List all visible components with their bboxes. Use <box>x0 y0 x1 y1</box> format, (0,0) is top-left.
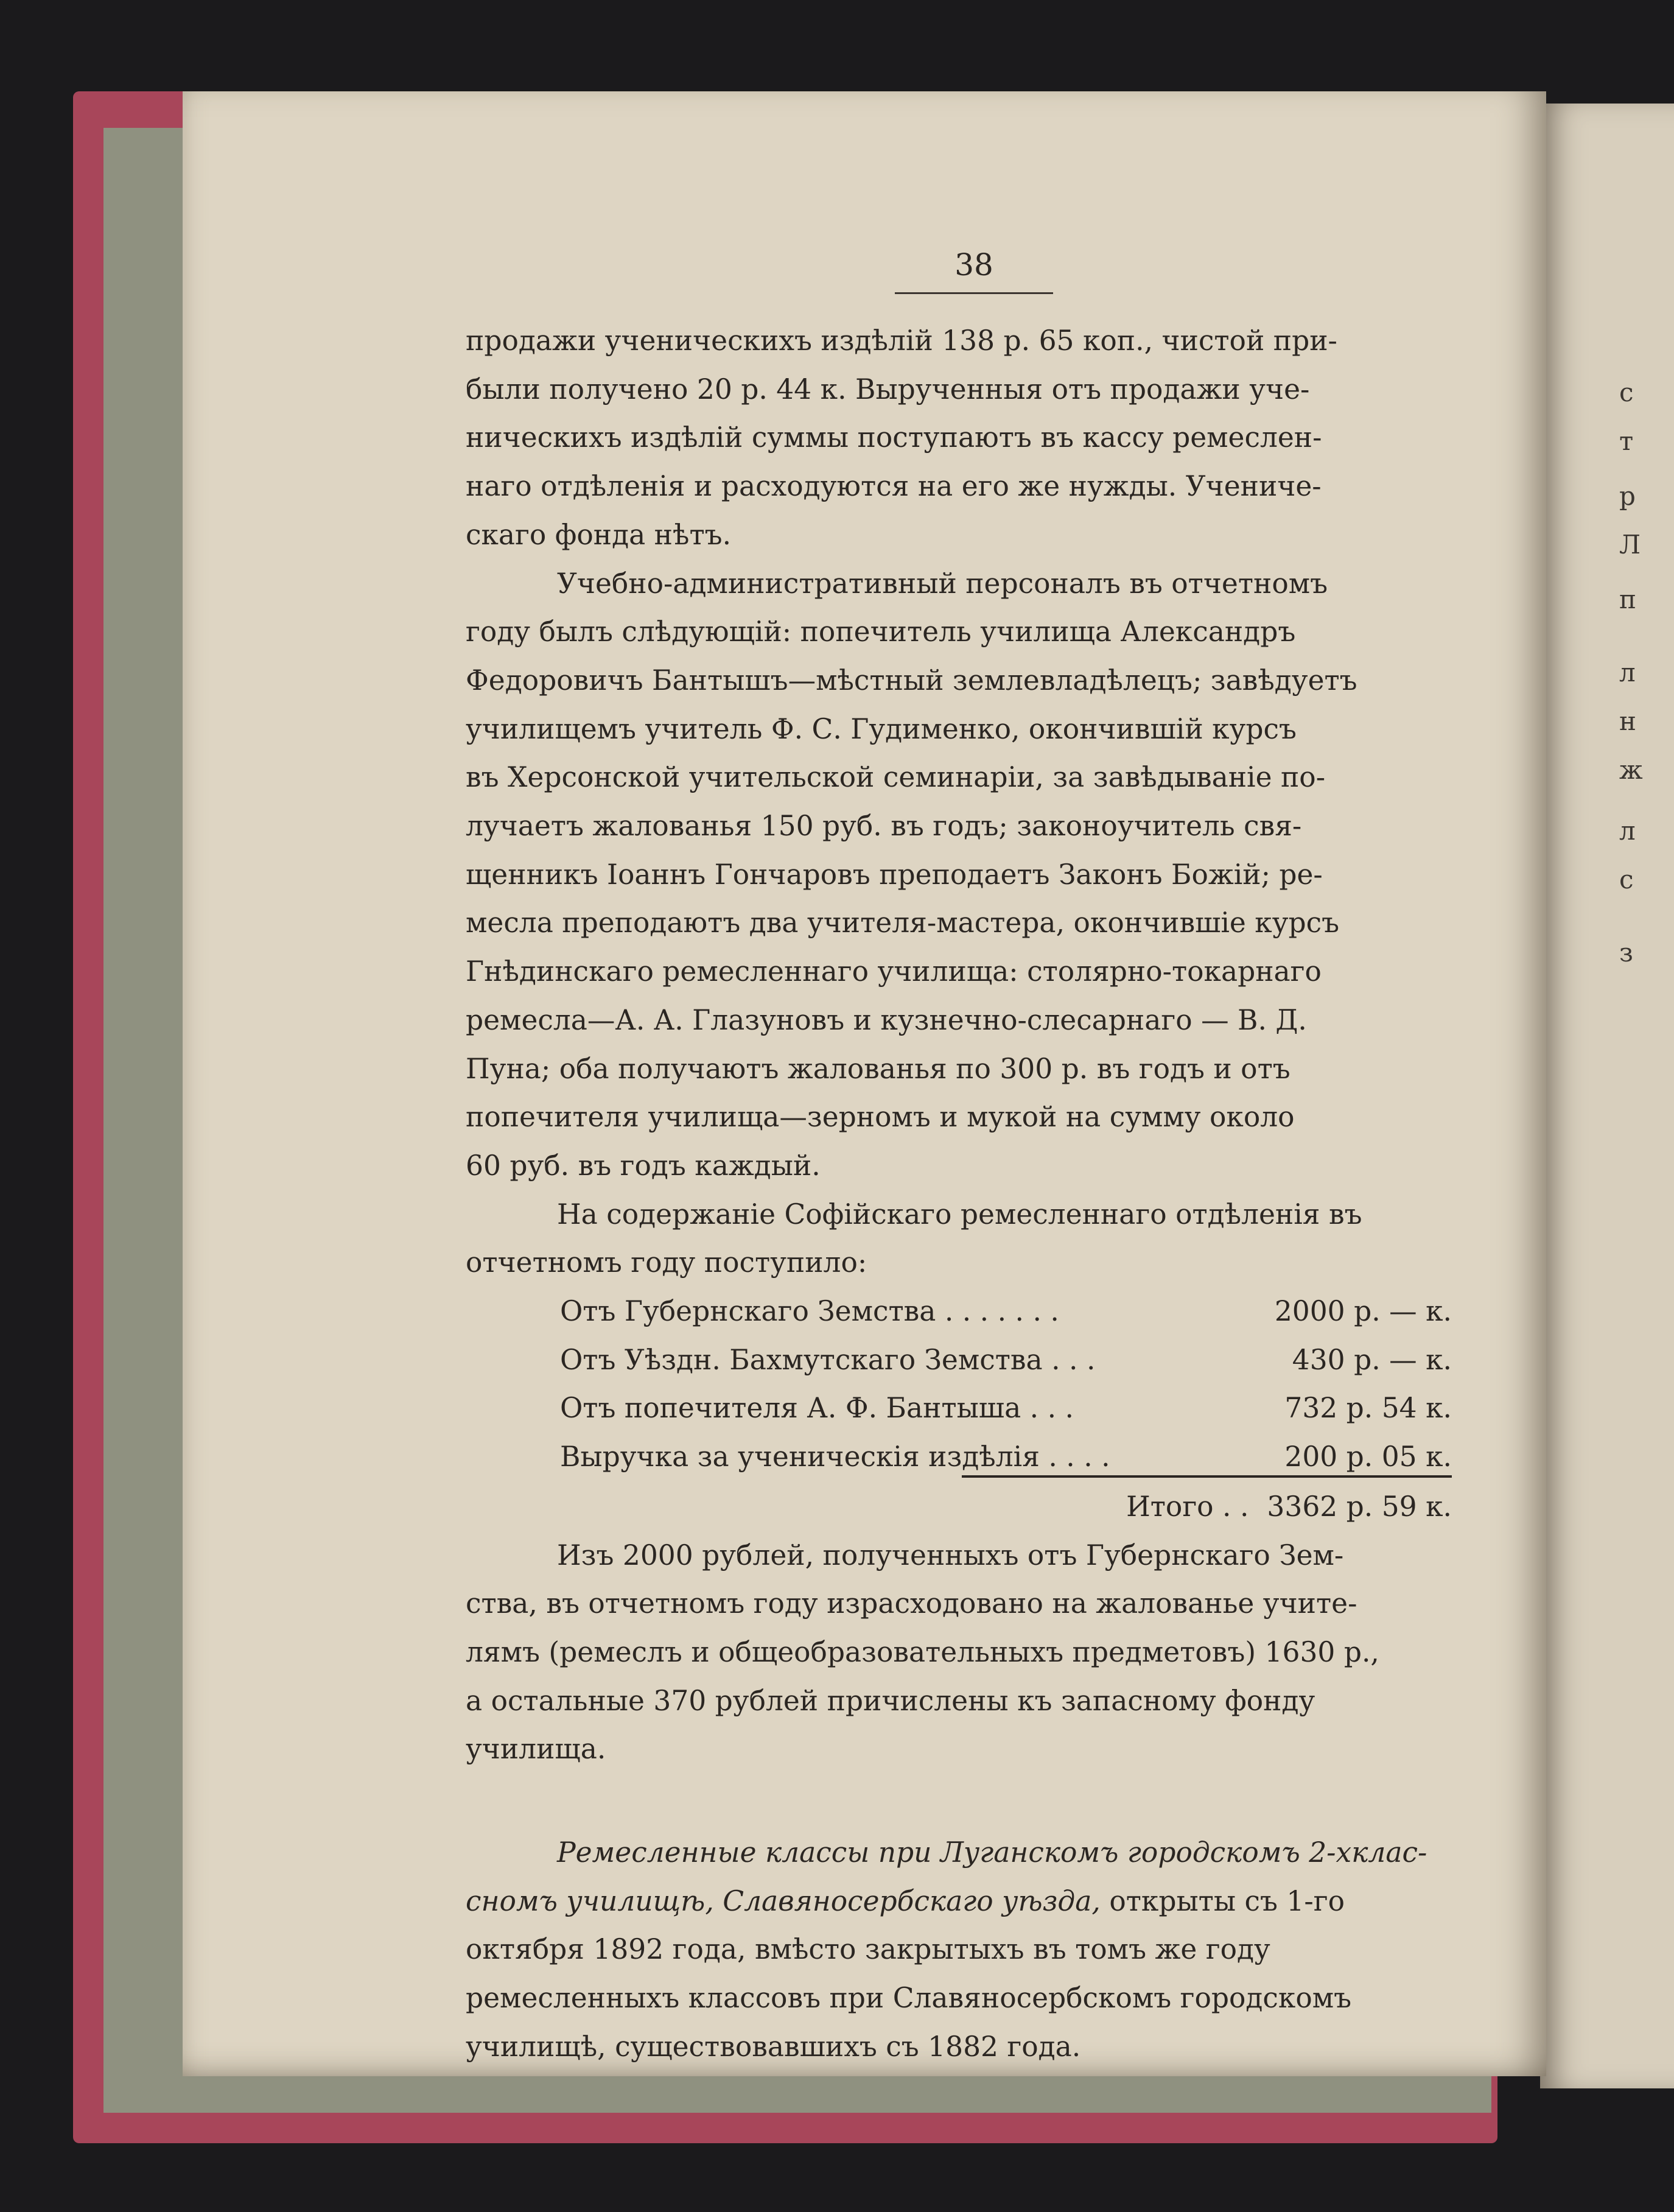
paragraph-line: попечителя училища—зерномъ и мукой на сумму около <box>466 1101 1295 1134</box>
ledger-amount: 200 р. 05 к. <box>1284 1441 1452 1473</box>
paragraph-line: училищѣ, существовавшихъ съ 1882 года. <box>466 2030 1081 2063</box>
paragraph-staff <box>466 560 1452 1190</box>
next-page-letter: с <box>1619 377 1634 407</box>
ledger-total-amount: 3362 р. 59 к. <box>1267 1490 1452 1523</box>
paragraph-line: ническихъ издѣлій суммы поступаютъ въ кассу ремеслен- <box>466 421 1322 454</box>
ledger-description: Выручка за ученическія издѣлія . . . . <box>560 1441 1110 1473</box>
next-page-letter: п <box>1619 585 1636 614</box>
paragraph-line: наго отдѣленія и расходуются на его же нужды. Учениче- <box>466 470 1322 503</box>
ledger-description: Отъ Губернскаго Земства . . . . . . . <box>560 1295 1059 1328</box>
paragraph-line: скаго фонда нѣтъ. <box>466 518 732 551</box>
paragraph-line: продажи ученическихъ издѣлій 138 р. 65 коп., чистой при- <box>466 325 1337 357</box>
paragraph-funding <box>466 1190 1452 1287</box>
page-text <box>466 317 1452 2071</box>
ledger-row <box>560 1287 1452 1336</box>
italic-heading: Ремесленные классы при Луганскомъ городскомъ 2-хклас- <box>557 1836 1427 1869</box>
paragraph-line: отчетномъ году поступило: <box>466 1246 867 1279</box>
next-page-letter: н <box>1619 706 1636 736</box>
paragraph-line: На содержаніе Софійскаго ремесленнаго отдѣленія въ <box>557 1198 1362 1231</box>
paragraph-line: щенникъ Іоаннъ Гончаровъ преподаетъ Законъ Божій; ре- <box>466 858 1323 891</box>
paragraph-line: ремесла—А. А. Глазуновъ и кузнечно-слесарнаго — В. Д. <box>466 1003 1307 1036</box>
ledger-row <box>560 1384 1452 1433</box>
next-page-letter: р <box>1619 481 1636 511</box>
next-page-letter: з <box>1619 938 1633 967</box>
paragraph-line <box>466 1828 1452 1877</box>
paragraph-line: месла преподаютъ два учителя-мастера, окончившіе курсъ <box>466 907 1340 939</box>
final-paragraph-rest <box>466 1925 1452 2071</box>
top-paragraphs <box>466 317 1452 1287</box>
paragraph-line: были получено 20 р. 44 к. Вырученныя отъ продажи уче- <box>466 373 1310 406</box>
paragraph-line <box>466 1877 1452 1926</box>
paragraph-line: Федоровичъ Бантышъ—мѣстный землевладѣлецъ; завѣдуетъ <box>466 664 1357 697</box>
ledger-amount: 732 р. 54 к. <box>1284 1392 1452 1425</box>
next-page-letter: л <box>1619 658 1636 687</box>
paragraph-line: училищемъ учитель Ф. С. Гудименко, окончившій курсъ <box>466 712 1297 745</box>
next-page-letter: л <box>1619 816 1636 846</box>
paragraph-text: открыты съ 1-го <box>1100 1884 1345 1917</box>
paragraph-line: Учебно-административный персоналъ въ отчетномъ <box>557 567 1328 600</box>
ledger-row <box>560 1336 1452 1385</box>
paragraph-line: ства, въ отчетномъ году израсходовано на жалованье учите- <box>466 1587 1357 1620</box>
next-page-letter: Л <box>1619 530 1641 560</box>
paragraph-line: а остальные 370 рублей причислены къ запасному фонду <box>466 1684 1315 1717</box>
paragraph-line: году былъ слѣдующій: попечитель училища Александръ <box>466 616 1296 648</box>
ledger-total-row <box>466 1483 1452 1531</box>
section-gap <box>466 1774 1452 1828</box>
paragraph-line: Изъ 2000 рублей, полученныхъ отъ Губернскаго Зем- <box>557 1539 1344 1571</box>
paragraph-expenses <box>466 1531 1452 1774</box>
paragraph-intro <box>466 317 1452 560</box>
paragraph-line: ремесленныхъ классовъ при Славяносербскомъ городскомъ <box>466 1982 1352 2015</box>
paragraph-line: лямъ (ремеслъ и общеобразовательныхъ предметовъ) 1630 р., <box>466 1635 1379 1668</box>
paragraph-line: Гнѣдинскаго ремесленнаго училища: столярно-токарнаго <box>466 955 1322 988</box>
paragraph-line: лучаетъ жалованья 150 руб. въ годъ; законоучитель свя- <box>466 810 1302 843</box>
paragraph-line: Пуна; оба получаютъ жалованья по 300 р. въ годъ и отъ <box>466 1052 1291 1085</box>
page-number: 38 <box>954 247 993 283</box>
page-number-rule <box>895 292 1053 294</box>
next-page-letter: ж <box>1619 755 1643 785</box>
bottom-paragraphs <box>466 1531 1452 1774</box>
next-page-letter: с <box>1619 865 1634 894</box>
ledger-amount: 2000 р. — к. <box>1274 1295 1452 1328</box>
paragraph-line: октября 1892 года, вмѣсто закрытыхъ въ томъ же году <box>466 1933 1270 1966</box>
ledger-description: Отъ Уѣздн. Бахмутскаго Земства . . . <box>560 1343 1096 1376</box>
ledger-amount: 430 р. — к. <box>1292 1343 1452 1376</box>
next-page-edge <box>1540 104 1674 2088</box>
ledger-row <box>560 1433 1452 1481</box>
paragraph-line: училища. <box>466 1733 606 1766</box>
ledger-total-label: Итого . . <box>1126 1490 1249 1523</box>
ledger-description: Отъ попечителя А. Ф. Бантыша . . . <box>560 1392 1074 1425</box>
paragraph-line: въ Херсонской учительской семинаріи, за завѣдываніе по- <box>466 761 1326 794</box>
paragraph-line: 60 руб. въ годъ каждый. <box>466 1149 821 1182</box>
funding-ledger <box>466 1287 1452 1481</box>
italic-heading-cont: сномъ училищѣ, Славяносербскаго уѣзда, <box>466 1884 1101 1917</box>
luhansk-paragraph <box>466 1828 1452 2071</box>
next-page-letter: т <box>1619 426 1634 456</box>
